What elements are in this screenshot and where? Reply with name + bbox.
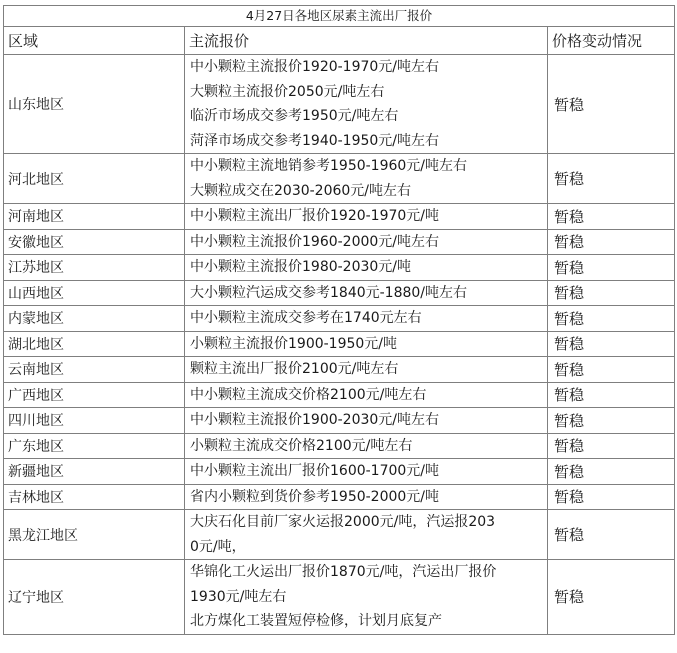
table-row [4, 204, 675, 230]
header-region: 区域 [4, 27, 185, 55]
price-line: 大庆石化目前厂家火运报2000元/吨，汽运报203 [190, 514, 496, 530]
price-line: 中小颗粒主流出厂报价1920-1970元/吨 [190, 208, 440, 224]
price-line: 华锦化工火运出厂报价1870元/吨，汽运出厂报价 [190, 564, 497, 580]
price-line: 中小颗粒主流报价1900-2030元/吨左右 [190, 412, 440, 428]
region-cell: 云南地区 [4, 357, 185, 383]
header-row [4, 27, 675, 55]
table-row [4, 55, 675, 154]
price-line: 大颗粒主流报价2050元/吨左右 [190, 83, 385, 100]
header-change: 价格变动情况 [548, 27, 675, 55]
price-line: 省内小颗粒到货价参考1950-2000元/吨 [190, 488, 440, 505]
status-cell: 暂稳 [548, 433, 675, 459]
price-cell [185, 560, 548, 635]
region-cell: 黑龙江地区 [4, 510, 185, 560]
table-row [4, 306, 675, 332]
price-cell [185, 55, 548, 154]
price-cell [185, 204, 548, 230]
status-cell: 暂稳 [548, 408, 675, 434]
region-cell: 山东地区 [4, 55, 185, 154]
price-line: 大颗粒成交在2030-2060元/吨左右 [190, 182, 412, 199]
status-cell: 暂稳 [548, 204, 675, 230]
price-cell [185, 510, 548, 560]
region-cell: 河北地区 [4, 154, 185, 204]
price-cell [185, 255, 548, 281]
region-cell: 江苏地区 [4, 255, 185, 281]
region-cell: 新疆地区 [4, 459, 185, 485]
table-row [4, 382, 675, 408]
status-cell: 暂稳 [548, 255, 675, 281]
header-price: 主流报价 [185, 27, 548, 55]
price-line: 中小颗粒主流地销参考1950-1960元/吨左右 [190, 158, 468, 174]
table-row [4, 357, 675, 383]
status-cell: 暂稳 [548, 154, 675, 204]
price-line: 颗粒主流出厂报价2100元/吨左右 [190, 361, 399, 377]
table-row [4, 408, 675, 434]
region-cell: 内蒙地区 [4, 306, 185, 332]
status-cell: 暂稳 [548, 510, 675, 560]
region-cell: 安徽地区 [4, 229, 185, 255]
region-cell: 山西地区 [4, 280, 185, 306]
region-cell: 吉林地区 [4, 484, 185, 510]
price-cell [185, 357, 548, 383]
status-cell: 暂稳 [548, 306, 675, 332]
price-line: 菏泽市场成交参考1940-1950元/吨左右 [190, 132, 440, 149]
title-row [4, 6, 675, 27]
price-line: 1930元/吨左右 [190, 588, 287, 605]
status-cell: 暂稳 [548, 357, 675, 383]
region-cell: 河南地区 [4, 204, 185, 230]
price-cell [185, 229, 548, 255]
price-line: 中小颗粒主流出厂报价1600-1700元/吨 [190, 463, 440, 479]
urea-price-table [3, 5, 675, 635]
price-cell [185, 306, 548, 332]
price-line: 小颗粒主流报价1900-1950元/吨 [190, 335, 398, 352]
price-line: 临沂市场成交参考1950元/吨左右 [190, 108, 399, 124]
table-row [4, 510, 675, 560]
table-row [4, 255, 675, 281]
table-row [4, 560, 675, 635]
price-cell [185, 433, 548, 459]
price-line: 中小颗粒主流报价1960-2000元/吨左右 [190, 233, 440, 250]
price-cell [185, 408, 548, 434]
table-row [4, 331, 675, 357]
region-cell: 辽宁地区 [4, 560, 185, 635]
status-cell: 暂稳 [548, 55, 675, 154]
status-cell: 暂稳 [548, 229, 675, 255]
price-cell [185, 484, 548, 510]
region-cell: 广西地区 [4, 382, 185, 408]
price-line: 中小颗粒主流报价1980-2030元/吨 [190, 259, 412, 275]
table-body [4, 55, 675, 635]
price-cell [185, 280, 548, 306]
price-cell [185, 331, 548, 357]
table-row [4, 433, 675, 459]
price-line: 0元/吨， [190, 538, 246, 555]
region-cell: 湖北地区 [4, 331, 185, 357]
price-cell [185, 154, 548, 204]
table-row [4, 484, 675, 510]
price-cell [185, 459, 548, 485]
table-row [4, 459, 675, 485]
table-title: 4月27日各地区尿素主流出厂报价 [4, 6, 675, 27]
price-cell [185, 382, 548, 408]
price-line: 大小颗粒汽运成交参考1840元-1880/吨左右 [190, 284, 468, 301]
table-row [4, 280, 675, 306]
price-line: 中小颗粒主流成交参考在1740元左右 [190, 310, 422, 326]
price-line: 北方煤化工装置短停检修，计划月底复产 [190, 613, 442, 629]
price-line: 中小颗粒主流报价1920-1970元/吨左右 [190, 59, 440, 75]
status-cell: 暂稳 [548, 280, 675, 306]
price-line: 小颗粒主流成交价格2100元/吨左右 [190, 437, 413, 454]
status-cell: 暂稳 [548, 459, 675, 485]
table-row [4, 229, 675, 255]
status-cell: 暂稳 [548, 382, 675, 408]
price-line: 中小颗粒主流成交价格2100元/吨左右 [190, 386, 427, 403]
status-cell: 暂稳 [548, 484, 675, 510]
table-row [4, 154, 675, 204]
status-cell: 暂稳 [548, 560, 675, 635]
region-cell: 四川地区 [4, 408, 185, 434]
region-cell: 广东地区 [4, 433, 185, 459]
status-cell: 暂稳 [548, 331, 675, 357]
